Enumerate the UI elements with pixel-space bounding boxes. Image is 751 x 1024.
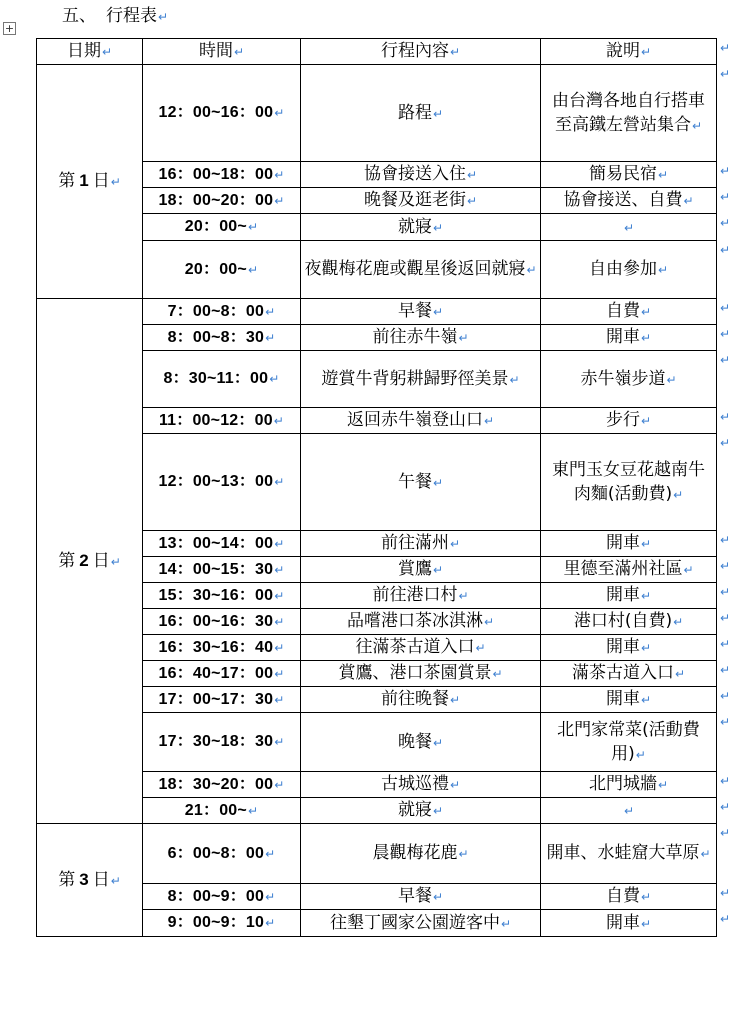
- row-end-mark-icon: ↵: [720, 825, 731, 840]
- note-cell-text: 自費 ↵: [606, 886, 651, 906]
- time-cell-text: 7：00~8：00 ↵: [168, 303, 276, 320]
- note-cell: [541, 325, 717, 351]
- time-cell-text: 18：00~20：00 ↵: [159, 192, 285, 209]
- time-cell-text: 8：30~11：00 ↵: [163, 370, 279, 387]
- content-cell-text: 前往晚餐 ↵: [381, 689, 460, 709]
- content-cell-text: 前往港口村 ↵: [372, 585, 468, 605]
- content-cell: [301, 884, 541, 910]
- time-cell-text: 16：30~16：40 ↵: [159, 639, 285, 656]
- note-cell-text: 滿茶古道入口 ↵: [572, 663, 685, 683]
- note-cell-text: 開車 ↵: [606, 327, 651, 347]
- content-cell-text: 晨觀梅花鹿 ↵: [372, 843, 468, 863]
- row-end-mark-icon: ↵: [720, 911, 731, 926]
- note-cell: [541, 687, 717, 713]
- time-cell-text: 12：00~16：00 ↵: [159, 104, 285, 121]
- day-unit: 日 ↵: [93, 551, 121, 571]
- row-end-mark-icon: ↵: [720, 610, 731, 625]
- day-unit: 日 ↵: [93, 171, 121, 191]
- content-cell: [301, 408, 541, 434]
- note-cell-text: 北門家常菜(活動費用) ↵: [557, 720, 700, 764]
- content-cell: [301, 824, 541, 884]
- schedule-body: [37, 65, 717, 937]
- time-cell-text: 16：00~18：00 ↵: [159, 166, 285, 183]
- time-cell-text: 8：00~9：00 ↵: [168, 888, 276, 905]
- time-cell: [143, 910, 301, 937]
- time-cell: [143, 162, 301, 188]
- note-cell-text: 自費 ↵: [606, 301, 651, 321]
- time-cell: [143, 609, 301, 635]
- time-cell-text: 13：00~14：00 ↵: [159, 535, 285, 552]
- content-cell-text: 往滿茶古道入口 ↵: [355, 637, 485, 657]
- note-cell: [541, 798, 717, 824]
- content-cell-text: 品嚐港口茶冰淇淋 ↵: [347, 611, 494, 631]
- row-end-mark-icon: ↵: [720, 532, 731, 547]
- row-end-mark-icon: ↵: [720, 714, 731, 729]
- table-move-handle-icon[interactable]: +: [4, 22, 15, 35]
- content-cell: [301, 772, 541, 798]
- note-cell-text: 步行 ↵: [606, 410, 651, 430]
- header-note: 說明 ↵: [541, 39, 717, 65]
- content-cell-text: 協會接送入住 ↵: [364, 164, 477, 184]
- day-label: 第: [58, 869, 76, 890]
- header-content: 行程內容 ↵: [301, 39, 541, 65]
- content-cell: [301, 325, 541, 351]
- time-cell: [143, 299, 301, 325]
- note-cell-text: 自由參加 ↵: [589, 259, 668, 279]
- note-cell-text: 開車 ↵: [606, 533, 651, 553]
- note-cell: [541, 713, 717, 772]
- content-cell: [301, 661, 541, 687]
- content-cell-text: 返回赤牛嶺登山口 ↵: [347, 410, 494, 430]
- day-number: 1: [79, 171, 89, 190]
- row-end-mark-icon: ↵: [720, 662, 731, 677]
- header-row: [37, 39, 717, 65]
- row-end-mark-icon: ↵: [720, 773, 731, 788]
- time-cell: [143, 408, 301, 434]
- content-cell: [301, 241, 541, 299]
- note-cell-text: 港口村(自費) ↵: [574, 611, 683, 631]
- content-cell-text: 午餐 ↵: [398, 472, 443, 492]
- content-cell-text: 往墾丁國家公園遊客中 ↵: [330, 913, 511, 933]
- time-cell-text: 17：00~17：30 ↵: [159, 691, 285, 708]
- note-cell-text: 開車 ↵: [606, 585, 651, 605]
- section-heading: [62, 4, 168, 29]
- note-cell-text: 里德至滿州社區 ↵: [563, 559, 693, 579]
- content-cell-text: 賞鷹、港口茶園賞景 ↵: [338, 663, 502, 683]
- note-cell-text: 開車、水蛙窟大草原 ↵: [546, 843, 710, 863]
- day-cell: [37, 824, 143, 937]
- time-cell: [143, 687, 301, 713]
- header-date: 日期 ↵: [37, 39, 143, 65]
- note-cell-text: 赤牛嶺步道 ↵: [580, 369, 676, 389]
- note-cell: [541, 884, 717, 910]
- content-cell-text: 早餐 ↵: [398, 886, 443, 906]
- day-label: 第: [58, 550, 76, 571]
- note-cell: [541, 214, 717, 241]
- note-cell: [541, 583, 717, 609]
- time-cell: [143, 661, 301, 687]
- note-cell: [541, 910, 717, 937]
- time-cell: [143, 824, 301, 884]
- time-cell-text: 16：00~16：30 ↵: [159, 613, 285, 630]
- time-cell: [143, 713, 301, 772]
- day-unit: 日 ↵: [93, 870, 121, 890]
- time-cell-text: 12：00~13：00 ↵: [159, 473, 285, 490]
- note-cell: [541, 661, 717, 687]
- table-row: [37, 824, 717, 884]
- day-number: 2: [79, 550, 89, 570]
- time-cell-text: 9：00~9：10 ↵: [168, 914, 276, 931]
- row-end-mark-icon: ↵: [720, 189, 731, 204]
- content-cell: [301, 635, 541, 661]
- day-cell: [37, 65, 143, 299]
- note-cell-text: 開車 ↵: [606, 637, 651, 657]
- day-cell: [37, 299, 143, 824]
- row-end-mark-icon: ↵: [720, 558, 731, 573]
- time-cell: [143, 325, 301, 351]
- note-cell-text: [623, 217, 634, 237]
- row-end-mark-icon: ↵: [720, 636, 731, 651]
- note-cell-text: 由台灣各地自行搭車至高鐵左營站集合 ↵: [552, 91, 705, 135]
- note-cell: [541, 434, 717, 531]
- time-cell-text: 18：30~20：00 ↵: [159, 776, 285, 793]
- note-cell: [541, 824, 717, 884]
- time-cell: [143, 434, 301, 531]
- content-cell: [301, 351, 541, 408]
- note-cell-text: 開車 ↵: [606, 913, 651, 933]
- note-cell: [541, 351, 717, 408]
- row-end-mark-icon: ↵: [720, 66, 731, 81]
- time-cell-text: 21：00~ ↵: [185, 802, 258, 819]
- row-end-mark-icon: ↵: [720, 688, 731, 703]
- content-cell: [301, 299, 541, 325]
- time-cell-text: 6：00~8：00 ↵: [168, 845, 276, 862]
- note-cell-text: 東門玉女豆花越南牛肉麵(活動費) ↵: [552, 460, 705, 504]
- content-cell: [301, 687, 541, 713]
- content-cell: [301, 162, 541, 188]
- content-cell: [301, 434, 541, 531]
- note-cell: [541, 531, 717, 557]
- content-cell: [301, 188, 541, 214]
- time-cell-text: 16：40~17：00 ↵: [159, 665, 285, 682]
- content-cell-text: 路程 ↵: [398, 103, 443, 123]
- content-cell-text: 就寢 ↵: [398, 800, 443, 820]
- content-cell: [301, 531, 541, 557]
- section-title: 行程表 ↵: [106, 6, 168, 26]
- content-cell-text: 晚餐 ↵: [398, 732, 443, 752]
- content-cell: [301, 910, 541, 937]
- time-cell: [143, 214, 301, 241]
- note-cell: [541, 241, 717, 299]
- time-cell-text: 8：00~8：30 ↵: [168, 329, 276, 346]
- content-cell: [301, 583, 541, 609]
- content-cell: [301, 65, 541, 162]
- note-cell: [541, 65, 717, 162]
- time-cell-text: 20：00~ ↵: [185, 261, 258, 278]
- time-cell-text: 17：30~18：30 ↵: [159, 733, 285, 750]
- content-cell: [301, 214, 541, 241]
- row-end-mark-icon: ↵: [720, 242, 731, 257]
- note-cell-text: 北門城牆 ↵: [589, 774, 668, 794]
- note-cell-text: [623, 800, 634, 820]
- time-cell: [143, 188, 301, 214]
- note-cell-text: 開車 ↵: [606, 689, 651, 709]
- time-cell-text: 11：00~12：00 ↵: [159, 412, 284, 429]
- note-cell: [541, 772, 717, 798]
- note-cell: [541, 635, 717, 661]
- row-end-mark-icon: ↵: [720, 300, 731, 315]
- time-cell: [143, 772, 301, 798]
- table-row: [37, 65, 717, 162]
- content-cell: [301, 557, 541, 583]
- content-cell-text: 前往滿州 ↵: [381, 533, 460, 553]
- row-end-mark-icon: ↵: [720, 885, 731, 900]
- row-end-mark-icon: ↵: [720, 215, 731, 230]
- content-cell-text: 就寢 ↵: [398, 217, 443, 237]
- row-end-mark-icon: ↵: [720, 435, 731, 450]
- row-end-mark-icon: ↵: [720, 326, 731, 341]
- row-end-mark-icon: ↵: [720, 163, 731, 178]
- time-cell-text: 15：30~16：00 ↵: [159, 587, 285, 604]
- time-cell: [143, 635, 301, 661]
- time-cell: [143, 583, 301, 609]
- time-cell: [143, 798, 301, 824]
- time-cell: [143, 884, 301, 910]
- time-cell: [143, 351, 301, 408]
- day-label: 第: [58, 171, 76, 191]
- time-cell-text: 20：00~ ↵: [185, 218, 258, 235]
- row-end-mark-icon: ↵: [720, 352, 731, 367]
- note-cell: [541, 299, 717, 325]
- time-cell-text: 14：00~15：30 ↵: [159, 561, 285, 578]
- content-cell: [301, 609, 541, 635]
- content-cell-text: 賞鷹 ↵: [398, 559, 443, 579]
- row-end-mark-icon: ↵: [720, 409, 731, 424]
- content-cell: [301, 713, 541, 772]
- note-cell-text: 簡易民宿 ↵: [589, 164, 668, 184]
- note-cell: [541, 188, 717, 214]
- content-cell-text: 晚餐及逛老街 ↵: [364, 190, 477, 210]
- content-cell-text: 遊賞牛背躬耕歸野徑美景 ↵: [321, 369, 519, 389]
- time-cell: [143, 65, 301, 162]
- note-cell: [541, 557, 717, 583]
- section-number: 五、: [62, 6, 96, 26]
- time-cell: [143, 531, 301, 557]
- content-cell-text: 夜觀梅花鹿或觀星後返回就寢 ↵: [304, 259, 536, 279]
- row-end-mark-icon: ↵: [720, 584, 731, 599]
- row-end-mark-icon: ↵: [720, 40, 731, 55]
- note-cell: [541, 408, 717, 434]
- schedule-table: [36, 38, 717, 937]
- content-cell-text: 早餐 ↵: [398, 301, 443, 321]
- header-time: 時間 ↵: [143, 39, 301, 65]
- time-cell: [143, 241, 301, 299]
- content-cell-text: 前往赤牛嶺 ↵: [372, 327, 468, 347]
- note-cell-text: 協會接送、自費 ↵: [563, 190, 693, 210]
- note-cell: [541, 609, 717, 635]
- content-cell: [301, 798, 541, 824]
- note-cell: [541, 162, 717, 188]
- table-row: [37, 299, 717, 325]
- content-cell-text: 古城巡禮 ↵: [381, 774, 460, 794]
- time-cell: [143, 557, 301, 583]
- row-end-mark-icon: ↵: [720, 799, 731, 814]
- day-number: 3: [79, 869, 89, 889]
